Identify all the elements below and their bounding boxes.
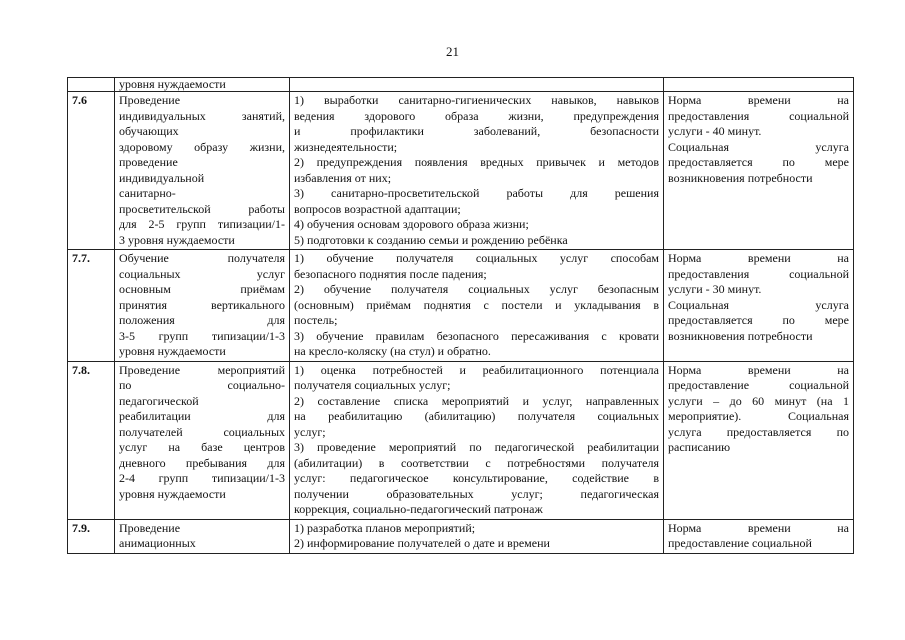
service-description-line: коррекция, социально-педагогический патронаж (294, 502, 543, 516)
services-table (67, 77, 854, 554)
service-name (115, 250, 290, 362)
service-name-line: получателей социальных (119, 424, 285, 439)
service-name (115, 361, 290, 519)
service-description-line: на реабилитацию (абилитацию) получателя социальных (294, 409, 659, 423)
service-name-line: педагогической (119, 393, 199, 408)
service-description-line: (основным) приёмам поднятия с постели и укладывания в (294, 297, 659, 312)
time-norm-line: Норма времени на (668, 362, 849, 377)
service-description-line: 2) информирование получателей о дате и времени (294, 536, 550, 550)
service-description-line: на кресло-коляску (на стул) и обратно. (294, 344, 491, 358)
service-description-line: 1) выработки санитарно-гигиенических навыков, навыков (294, 93, 659, 107)
service-name-line: индивидуальных занятий, (119, 108, 285, 123)
time-norm-line: предоставления социальной (668, 108, 849, 123)
time-norm-line: расписанию (668, 440, 731, 454)
time-norm-line: услуги – до 60 минут (на 1 (668, 393, 849, 408)
service-name-line: Проведение мероприятий (119, 362, 285, 377)
time-norm-line: Норма времени на (668, 520, 849, 535)
time-norm (664, 92, 854, 250)
service-description-line: получении образовательных услуг; педагогическая (294, 486, 659, 501)
service-description-line: 4) обучения основам здорового образа жизни; (294, 217, 529, 231)
service-name-line: проведение (119, 155, 178, 169)
service-name-line: положения для (119, 313, 285, 327)
service-name (115, 519, 290, 553)
time-norm-line: возникновения потребности (668, 170, 813, 185)
service-name-line: услуг на базе центров (119, 440, 285, 454)
service-name-line: Проведение (119, 93, 181, 107)
service-description-line: безопасного поднятия после падения; (294, 266, 487, 281)
service-name-line: реабилитации для (119, 409, 285, 423)
service-name-line: обучающих (119, 124, 179, 138)
time-norm-line: услуги - 40 минут. (668, 124, 762, 138)
service-description-line: 3) санитарно-просветительской работы для решения (294, 186, 659, 200)
service-description-line: 3) обучение правилам безопасного пересаживания с кровати (294, 328, 659, 343)
service-name-line: принятия вертикального (119, 297, 285, 312)
service-name-line: 2-4 групп типизации/1-3 (119, 471, 285, 485)
service-description-line: 5) подготовки к созданию семьи и рождению ребёнка (294, 232, 568, 247)
service-description-line: 1) разработка планов мероприятий; (294, 520, 476, 535)
service-name-line: уровня нуждаемости (119, 344, 226, 358)
service-description-line: получателя социальных услуг; (294, 378, 451, 392)
service-name-line: уровня нуждаемости (119, 77, 226, 91)
item-number: 7.8. (68, 361, 115, 519)
service-description-line: постель; (294, 313, 338, 327)
service-name-line: основным приёмам (119, 282, 285, 296)
service-name-line: Обучение получателя (119, 251, 285, 265)
service-description (290, 250, 664, 362)
time-norm (664, 519, 854, 553)
time-norm-line: предоставляется по мере (668, 155, 849, 169)
service-name-line: здоровому образу жизни, (119, 139, 285, 154)
service-name-line: Проведение (119, 520, 181, 535)
time-norm (664, 78, 854, 92)
service-name-line: дневного пребывания для (119, 455, 285, 470)
time-norm-line: предоставление социальной (668, 536, 812, 550)
service-name (115, 78, 290, 92)
table-row (68, 519, 854, 553)
service-description-line: вопросов возрастной адаптации; (294, 201, 461, 216)
table-row (68, 250, 854, 362)
service-description-line: жизнедеятельности; (294, 139, 398, 154)
item-number: 7.7. (68, 250, 115, 362)
time-norm (664, 361, 854, 519)
time-norm-line: мероприятие). Социальная (668, 409, 849, 423)
service-name-line: для 2-5 групп типизации/1- (119, 217, 285, 231)
service-description-line: 2) предупреждения появления вредных привычек и методов (294, 155, 659, 169)
time-norm-line: Социальная услуга (668, 297, 849, 312)
table-row (68, 361, 854, 519)
time-norm-line: предоставления социальной (668, 266, 849, 281)
service-name-line: социальных услуг (119, 266, 285, 281)
service-name-line: 3-5 групп типизации/1-3 (119, 328, 285, 343)
service-description (290, 78, 664, 92)
time-norm-line: услуги - 30 минут. (668, 282, 762, 296)
service-name-line: просветительской работы (119, 201, 285, 216)
service-description-line: 1) оценка потребностей и реабилитационного потенциала (294, 362, 659, 377)
service-name-line: по социально- (119, 378, 285, 392)
service-description (290, 361, 664, 519)
table-row (68, 92, 854, 250)
service-description-line: и профилактики заболеваний, безопасности (294, 124, 659, 138)
service-description-line: ведения здорового образа жизни, предупреждения (294, 108, 659, 123)
service-description-line: 2) составление списка мероприятий и услуг, направленных (294, 393, 659, 408)
time-norm (664, 250, 854, 362)
item-number (68, 78, 115, 92)
time-norm-line: услуга предоставляется по (668, 424, 849, 439)
service-description-line: 3) проведение мероприятий по педагогической реабилитации (294, 440, 659, 454)
service-description (290, 92, 664, 250)
time-norm-line: Норма времени на (668, 251, 849, 265)
page-number: 21 (446, 44, 459, 59)
time-norm-line: Социальная услуга (668, 139, 849, 154)
service-name (115, 92, 290, 250)
service-description-line: избавления от них; (294, 170, 392, 185)
table-row (68, 78, 854, 92)
service-description-line: (абилитации) в соответствии с потребностями получателя (294, 455, 659, 470)
service-name-line: уровня нуждаемости (119, 486, 226, 501)
service-description-line: услуг: педагогическое консультирование, содействие в (294, 471, 659, 485)
time-norm-line: возникновения потребности (668, 328, 813, 343)
item-number: 7.6 (68, 92, 115, 250)
service-description-line: 1) обучение получателя социальных услуг способам (294, 251, 659, 265)
service-name-line: анимационных (119, 536, 196, 550)
service-description (290, 519, 664, 553)
time-norm-line: Норма времени на (668, 93, 849, 107)
service-name-line: санитарно- (119, 186, 176, 200)
service-name-line: индивидуальной (119, 170, 205, 185)
service-description-line: 2) обучение получателя социальных услуг безопасным (294, 282, 659, 296)
time-norm-line: предоставляется по мере (668, 313, 849, 327)
time-norm-line: предоставление социальной (668, 378, 849, 392)
service-description-line: услуг; (294, 424, 326, 439)
item-number: 7.9. (68, 519, 115, 553)
service-name-line: 3 уровня нуждаемости (119, 232, 235, 247)
